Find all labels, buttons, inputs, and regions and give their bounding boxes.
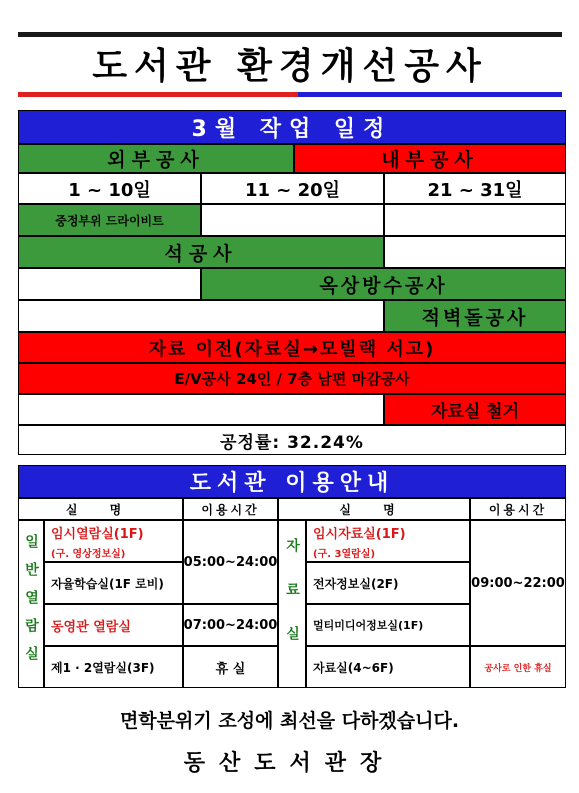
room-dongyeong: 동영관 열람실 <box>44 604 183 646</box>
room-multimedia: 멀티미디어정보실(1F) <box>306 604 470 646</box>
room-self-study: 자율학습실(1F 로비) <box>44 562 183 604</box>
room-e-info: 전자정보실(2F) <box>306 562 470 604</box>
col-room-right: 실 명 <box>278 498 470 520</box>
group-library-rooms <box>278 520 306 688</box>
task-move: 자료 이전(자료실→모빌랙 서고) <box>18 332 566 363</box>
room-sub: (구. 영상정보실) <box>51 548 126 560</box>
empty-cell <box>18 268 201 300</box>
hours-closed-construction: 공사로 인한 휴실 <box>470 646 566 688</box>
progress-rate: 공정률: 32.24% <box>18 425 566 455</box>
group-general-reading <box>18 520 44 688</box>
outer-work-label: 외부공사 <box>18 144 294 173</box>
schedule-heading: 3월 작업 일정 <box>18 110 566 144</box>
empty-cell <box>18 300 384 332</box>
empty-cell <box>384 236 566 268</box>
hours-0900-2200: 09:00~22:00 <box>470 520 566 646</box>
header-bottom-blue <box>298 92 562 97</box>
period-1: 1 ~ 10일 <box>18 173 201 204</box>
task-roof: 옥상방수공사 <box>201 268 566 300</box>
task-demolish: 자료실 철거 <box>384 394 566 425</box>
task-brick: 적벽돌공사 <box>384 300 566 332</box>
col-hours-left: 이용시간 <box>183 498 278 520</box>
guide-heading: 도서관 이용안내 <box>18 465 566 498</box>
footer-signature: 동산도서관장 <box>183 751 396 776</box>
col-hours-right: 이용시간 <box>470 498 566 520</box>
room-reading-1-2: 제1 · 2열람실(3F) <box>44 646 183 688</box>
room-sub: (구. 3열람실) <box>313 548 376 560</box>
empty-cell <box>18 394 384 425</box>
empty-cell <box>384 204 566 236</box>
room-temp-reading <box>44 520 183 562</box>
task-ev: E/V공사 24인 / 7층 남편 마감공사 <box>18 363 566 394</box>
empty-cell <box>201 204 384 236</box>
task-drive: 중정부위 드라이비트 <box>18 204 201 236</box>
room-name: 임시열람실(1F) <box>51 526 144 542</box>
hours-0700-2400: 07:00~24:00 <box>183 604 278 646</box>
room-materials-4-6: 자료실(4~6F) <box>306 646 470 688</box>
footer-message: 면학분위기 조성에 최선을 다하겠습니다. <box>119 710 460 732</box>
room-name: 임시자료실(1F) <box>313 526 406 542</box>
header-bottom-red <box>18 92 298 97</box>
inner-work-label: 내부공사 <box>294 144 566 173</box>
hours-0500-2400: 05:00~24:00 <box>183 520 278 604</box>
group-library-rooms-label: 자료실 <box>284 538 300 670</box>
room-temp-materials <box>306 520 470 562</box>
task-stone: 석공사 <box>18 236 384 268</box>
period-2: 11 ~ 20일 <box>201 173 384 204</box>
page-title: 도서관 환경개선공사 <box>92 45 488 87</box>
hours-closed: 휴 실 <box>183 646 278 688</box>
col-room-left: 실 명 <box>18 498 183 520</box>
group-general-reading-label: 일반열람실 <box>23 534 39 674</box>
period-3: 21 ~ 31일 <box>384 173 566 204</box>
